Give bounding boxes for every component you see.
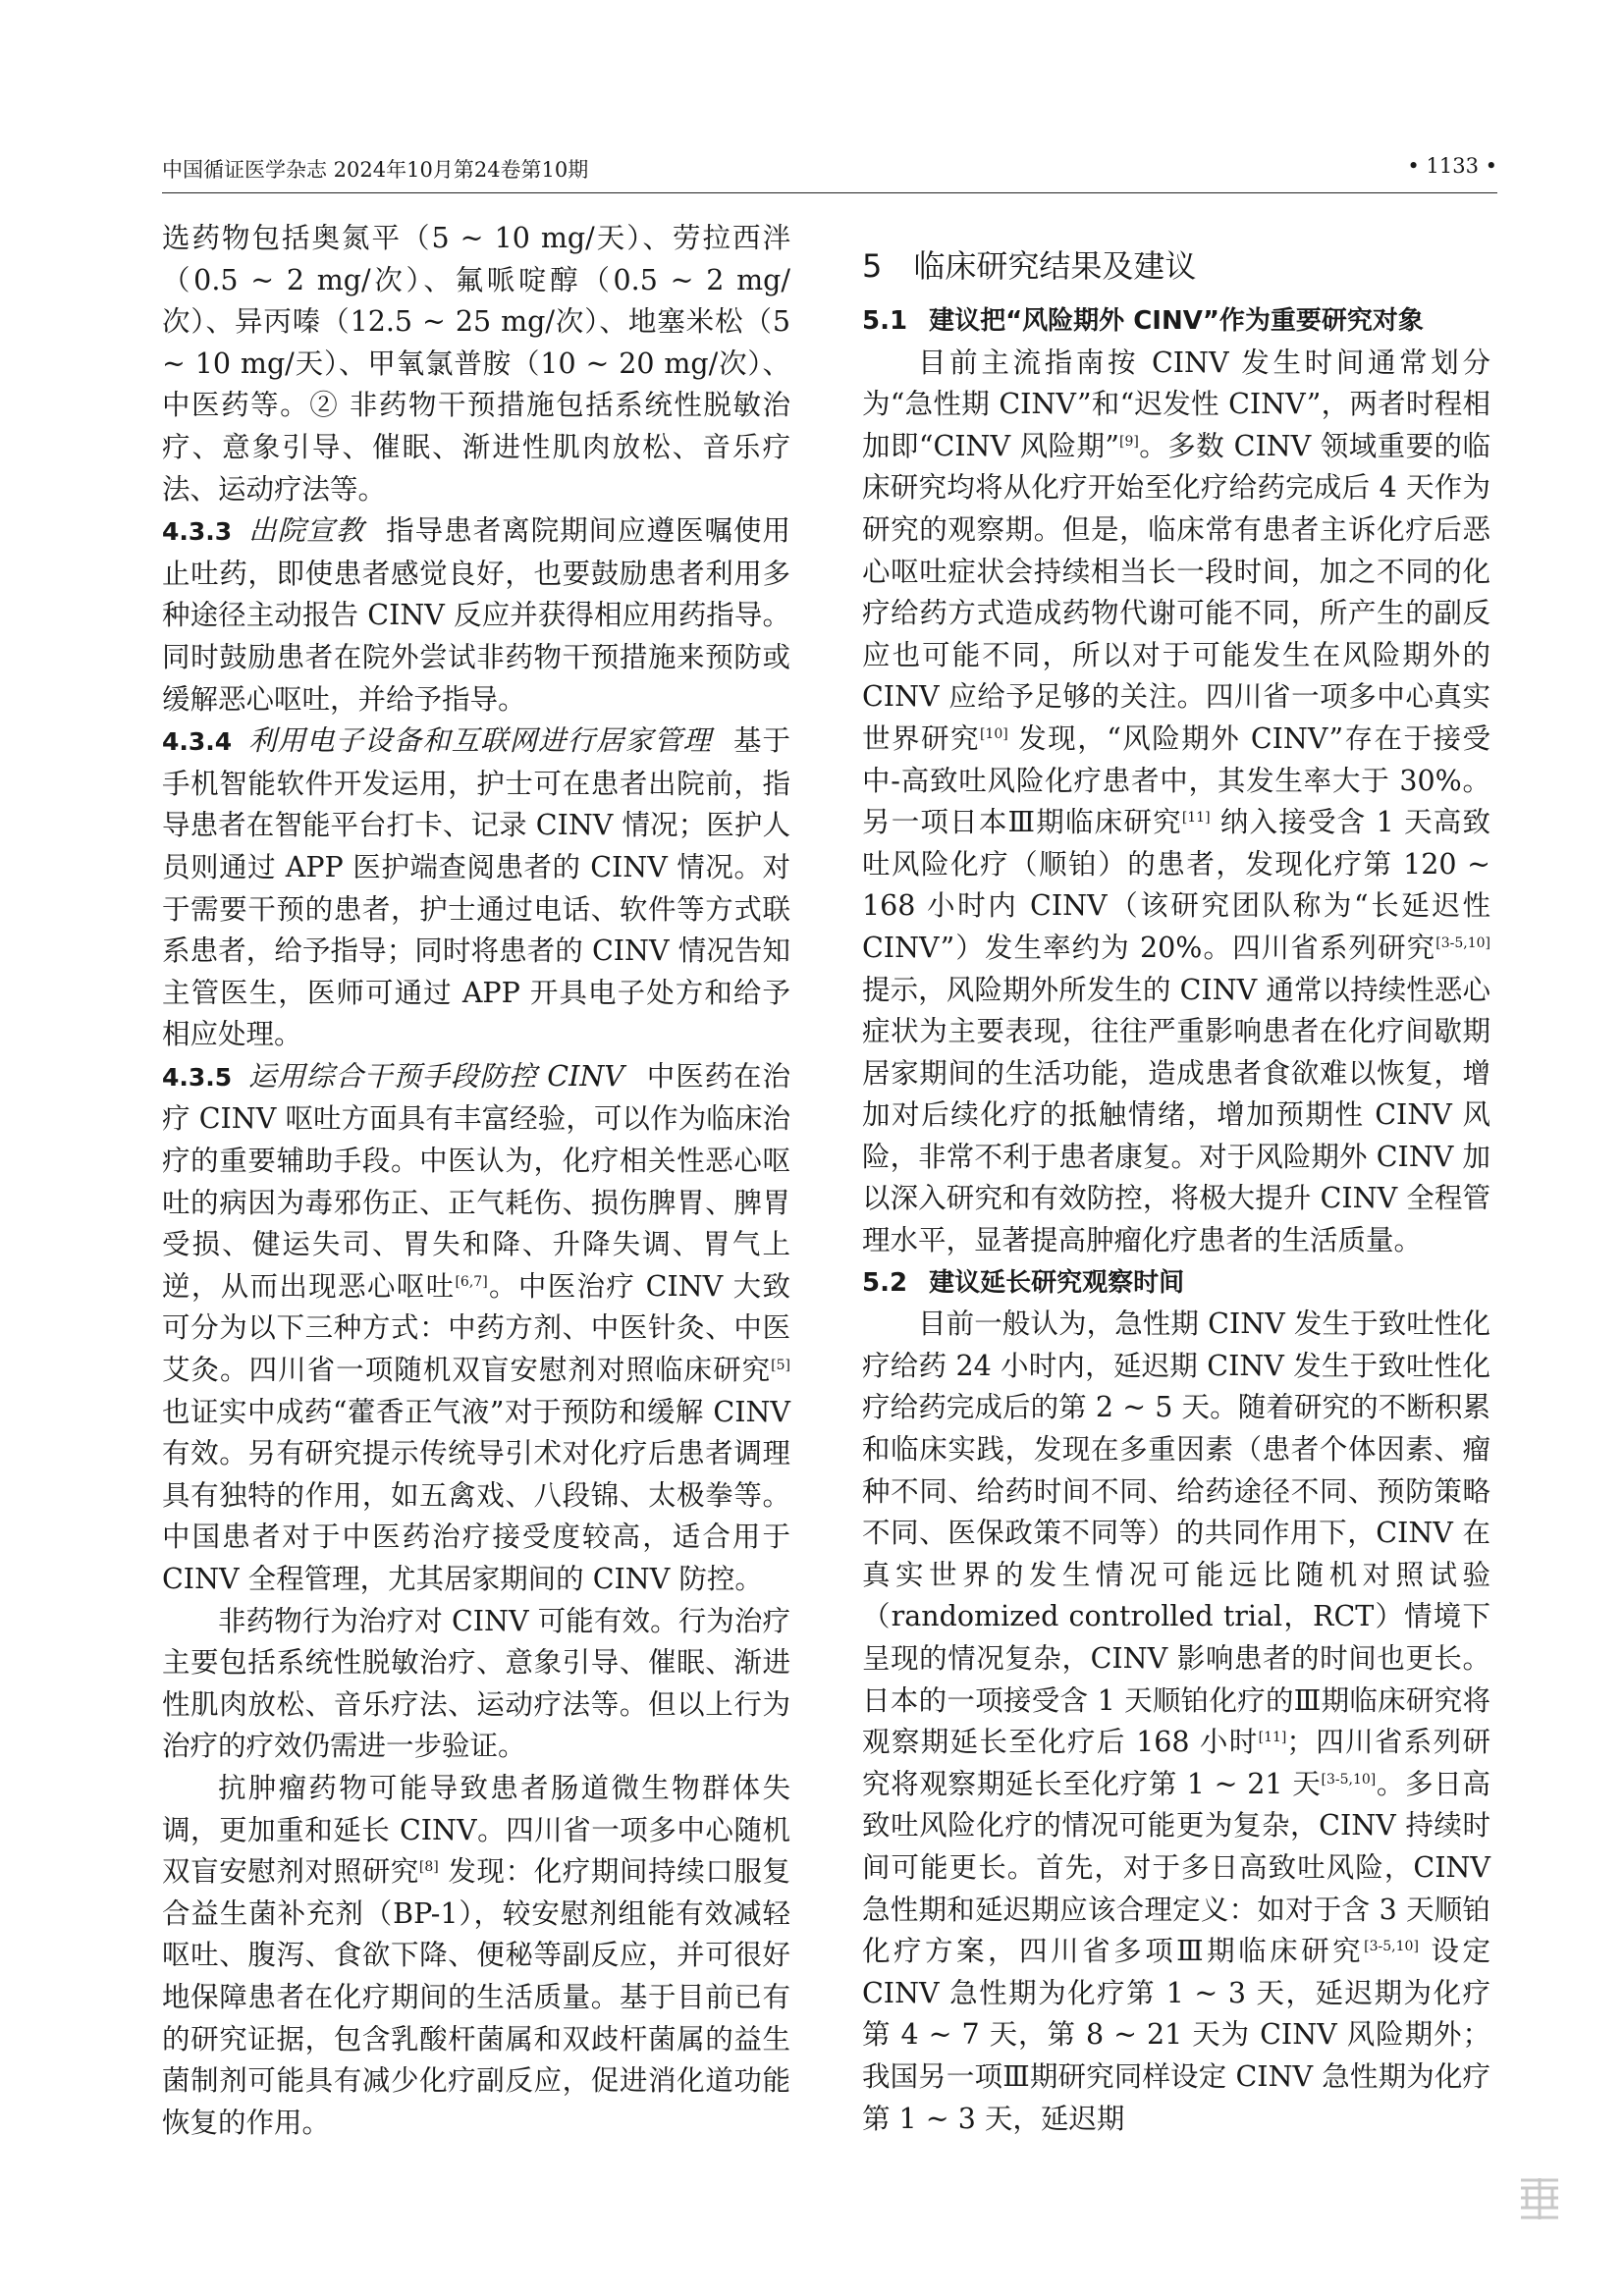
section-title: 出院宣教: [247, 514, 365, 548]
paragraph-probiotics: [162, 1768, 790, 2144]
citation: [3-5,10]: [1321, 1771, 1377, 1788]
left-column: [162, 218, 790, 2144]
section-4-3-3: [162, 510, 790, 721]
publisher-logo-icon: [1517, 2174, 1562, 2223]
paragraph-text: 设定 CINV 急性期为化疗第 1 ~ 3 天，延迟期为化疗第 4 ~ 7 天，第 8 ~ 21 天为 CINV 风险期外；我国另一项Ⅲ期研究同样设定 CINV 急性期为化疗第 1 ~ 3 天，延迟期: [862, 1935, 1490, 2135]
section-title: 建议延长研究观察时间: [929, 1267, 1185, 1298]
paragraph-5-2: [862, 1304, 1490, 2140]
section-number: 4.3.4: [162, 727, 233, 757]
section-number: 5.2: [862, 1267, 908, 1298]
section-4-3-4: [162, 721, 790, 1056]
paragraph-text: 目前主流指南按 CINV 发生时间通常划分为“急性期 CINV”和“迟发性 CINV”，两者时程相加即“CINV 风险期”: [862, 346, 1490, 462]
section-5-1-heading: [862, 300, 1490, 343]
header-divider: [162, 192, 1497, 193]
paragraph-text: 抗肿瘤药物可能导致患者肠道微生物群体失调，更加重和延长 CINV。四川省一项多中心随机双盲安慰剂对照研究: [162, 1771, 790, 1889]
citation: [11]: [1181, 810, 1211, 827]
section-text: 。中医治疗 CINV 大致可分为以下三种方式：中药方剂、中医针灸、中医艾灸。四川省一项随机双盲安慰剂对照临床研究: [162, 1269, 790, 1387]
section-number: 4.3.5: [162, 1062, 233, 1092]
section-5-heading: 5 临床研究结果及建议: [862, 247, 1197, 285]
citation: [3-5,10]: [1364, 1939, 1419, 1955]
citation: [10]: [979, 725, 1008, 742]
running-header: [162, 154, 1497, 189]
section-4-3-5: [162, 1056, 790, 1601]
section-text: 中医药在治疗 CINV 呕吐方面具有丰富经验，可以作为临床治疗的重要辅助手段。中医认为，化疗相关性恶心呕吐的病因为毒邪伤正、正气耗伤、损伤脾胃、脾胃受损、健运失司、胃失和降、升降失调、胃气上逆，从而出现恶心呕吐: [162, 1059, 790, 1303]
paragraph-text: 提示，风险期外所发生的 CINV 通常以持续性恶心症状为主要表现，往往严重影响患者在化疗间歇期居家期间的生活功能，造成患者食欲难以恢复，增加对后续化疗的抵触情绪，增加预期性 CINV 风险，非常不利于患者康复。对于风险期外 CINV 加以深入研究和有效防控，将极大提升 CINV 全程管理水平，显著提高肿瘤化疗患者的生活质量。: [862, 973, 1490, 1257]
paragraph-behavior-therapy: 非药物行为治疗对 CINV 可能有效。行为治疗主要包括系统性脱敏治疗、意象引导、催眠、渐进性肌肉放松、音乐疗法、运动疗法等。但以上行为治疗的疗效仍需进一步验证。: [162, 1604, 790, 1763]
section-title: 利用电子设备和互联网进行居家管理: [247, 724, 712, 758]
paragraph-text: 发现：化疗期间持续口服复合益生菌补充剂（BP-1），较安慰剂组能有效减轻呕吐、腹泻、食欲下降、便秘等副反应，并可很好地保障患者在化疗期间的生活质量。基于目前已有的研究证据，包含乳酸杆菌属和双歧杆菌属的益生菌制剂可能具有减少化疗副反应，促进消化道功能恢复的作用。: [162, 1855, 790, 2139]
section-title: 运用综合干预手段防控 CINV: [247, 1059, 624, 1093]
paragraph-5-1: [862, 343, 1490, 1262]
citation: [8]: [418, 1859, 439, 1876]
paragraph-text: 目前一般认为，急性期 CINV 发生于致吐性化疗给药 24 小时内，延迟期 CINV 发生于致吐性化疗给药完成后的第 2 ~ 5 天。随着研究的不断积累和临床实践，发现在多重因素（患者个体因素、瘤种不同、给药时间不同、给药途径不同、预防策略不同、医保政策不同等）的共同作用下，CINV 在真实世界的发生情况可能远比随机对照试验（randomized controlled trial，RCT）情境下呈现的情况复杂，CINV 影响患者的时间也更长。日本的一项接受含 1 天顺铂化疗的Ⅲ期临床研究将观察期延长至化疗后 168 小时: [862, 1308, 1490, 1759]
section-title: 建议把“风险期外 CINV”作为重要研究对象: [929, 306, 1424, 336]
paragraph-text: 纳入接受含 1 天高致吐风险化疗（顺铂）的患者，发现化疗第 120 ~ 168 小时内 CINV（该研究团队称为“长延迟性 CINV”）发生率约为 20%。四川省系列研究: [862, 806, 1490, 964]
paragraph-text: 发现，“风险期外 CINV”存在于接受中-高致吐风险化疗患者中，其发生率大于 30%。另一项日本Ⅲ期临床研究: [862, 721, 1490, 839]
citation: [3-5,10]: [1435, 934, 1490, 951]
section-text: 基于手机智能软件开发运用，护士可在患者出院前，指导患者在智能平台打卡、记录 CINV 情况；医护人员则通过 APP 医护端查阅患者的 CINV 情况。对于需要干预的患者，护士通过电话、软件等方式联系患者，给予指导；同时将患者的 CINV 情况告知主管医生，医师可通过 APP 开具电子处方和给予相应处理。: [162, 724, 790, 1051]
section-text: 指导患者离院期间应遵医嘱使用止吐药，即使患者感觉良好，也要鼓励患者利用多种途径主动报告 CINV 反应并获得相应用药指导。同时鼓励患者在院外尝试非药物干预措施来预防或缓解恶心呕吐，并给予指导。: [162, 514, 790, 716]
citation: [6,7]: [455, 1273, 488, 1290]
paragraph-drug-list: 选药物包括奥氮平（5 ~ 10 mg/天）、劳拉西泮（0.5 ~ 2 mg/次）、氟哌啶醇（0.5 ~ 2 mg/次）、异丙嗪（12.5 ~ 25 mg/次）、地塞米松（5 ~ 10 mg/天）、甲氧氯普胺（10 ~ 20 mg/次）、中医药等。② 非药物干预措施包括系统性脱敏治疗、意象引导、催眠、渐进性肌肉放松、音乐疗法、运动疗法等。: [162, 222, 790, 506]
paragraph-text: ；四川省系列研究将观察期延长至化疗第 1 ~ 21 天: [862, 1726, 1490, 1800]
citation: [11]: [1258, 1730, 1287, 1746]
journal-title: 中国循证医学杂志 2024年10月第24卷第10期: [162, 158, 589, 182]
citation: [5]: [771, 1358, 790, 1374]
citation: [9]: [1119, 433, 1139, 450]
right-column: [862, 218, 1490, 2140]
section-number: 4.3.3: [162, 517, 233, 547]
section-text: 也证实中成药“藿香正气液”对于预防和缓解 CINV 有效。另有研究提示传统导引术对化疗后患者调理具有独特的作用，如五禽戏、八段锦、太极拳等。中国患者对于中医药治疗接受度较高，适合用于 CINV 全程管理，尤其居家期间的 CINV 防控。: [162, 1395, 790, 1595]
section-number: 5.1: [862, 306, 908, 336]
section-5-2-heading: [862, 1262, 1490, 1305]
paragraph-text: 。多日高致吐风险化疗的情况可能更为复杂，CINV 持续时间可能更长。首先，对于多日高致吐风险，CINV 急性期和延迟期应该合理定义：如对于含 3 天顺铂化疗方案，四川省多项Ⅲ期临床研究: [862, 1767, 1490, 1968]
paragraph-text: 。多数 CINV 领域重要的临床研究均将从化疗开始至化疗给药完成后 4 天作为研究的观察期。但是，临床常有患者主诉化疗后恶心呕吐症状会持续相当长一段时间，加之不同的化疗给药方式造成药物代谢可能不同，所产生的副反应也可能不同，所以对于可能发生在风险期外的 CINV 应给予足够的关注。四川省一项多中心真实世界研究: [862, 429, 1491, 755]
page-number: • 1133 •: [1407, 154, 1497, 178]
